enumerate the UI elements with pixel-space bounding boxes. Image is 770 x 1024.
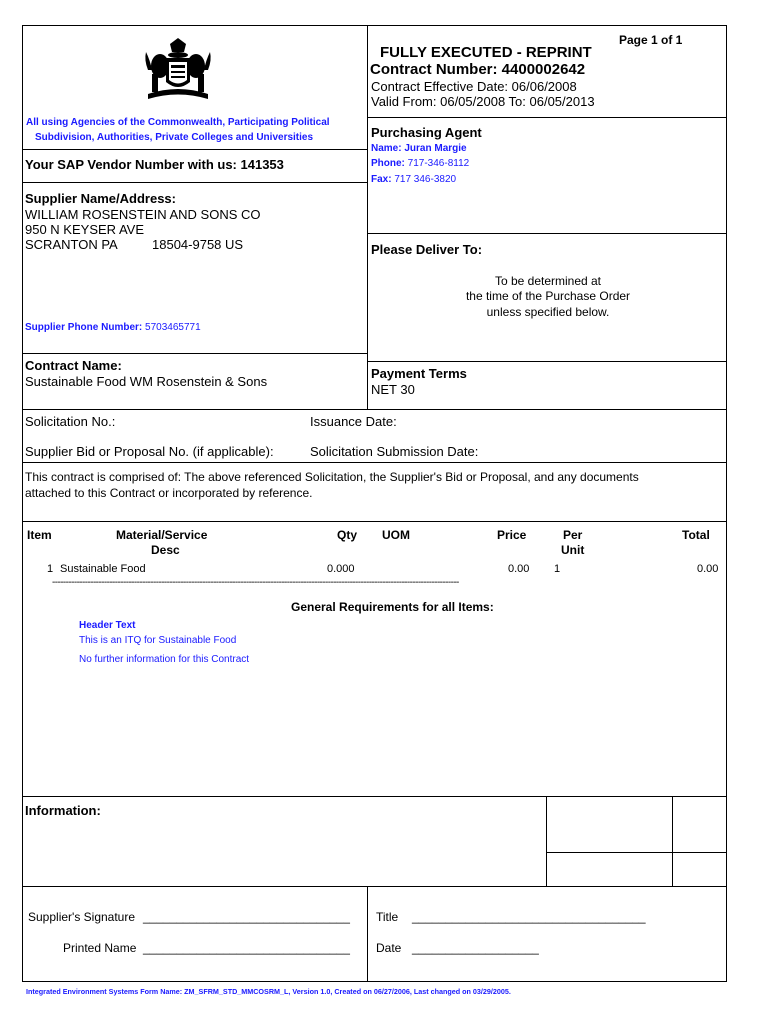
rule-information-top [22, 796, 727, 797]
rule-supplier-bottom [22, 353, 367, 354]
rule-vendor-top [22, 149, 367, 150]
row-per-unit: 1 [554, 563, 561, 575]
info-divider-right [672, 796, 673, 886]
contract-validity-period: Valid From: 06/05/2008 To: 06/05/2013 [371, 94, 595, 109]
frame-left [22, 25, 23, 982]
printed-name-label: Printed Name [63, 941, 137, 955]
col-header-per: Per [563, 528, 583, 542]
deliver-to-heading: Please Deliver To: [371, 242, 483, 257]
title-line[interactable]: ___________________________________ [412, 910, 646, 924]
comprised-line-2: attached to this Contract or incorporated by reference. [25, 486, 313, 500]
agent-fax [371, 174, 456, 185]
info-divider-left [546, 796, 547, 886]
col-header-qty: Qty [337, 528, 358, 542]
agencies-line-1: All using Agencies of the Commonwealth, Participating Political [26, 117, 330, 128]
vendor-number-value: 141353 [240, 157, 284, 172]
col-header-price: Price [497, 528, 527, 542]
date-line[interactable]: ___________________ [412, 941, 539, 955]
supplier-bid-number: Supplier Bid or Proposal No. (if applicable): [25, 444, 274, 459]
col-header-material-desc: Desc [151, 543, 180, 557]
supplier-city: SCRANTON PA [25, 237, 118, 252]
rule-signature-top [22, 886, 727, 887]
vendor-number [25, 157, 284, 172]
info-divider-mid [546, 852, 727, 853]
frame-right [726, 25, 727, 982]
supplier-phone-label: Supplier Phone Number: [25, 322, 143, 333]
agencies-line-2: Subdivision, Authorities, Private Colleges and Universities [35, 132, 314, 143]
frame-bottom [22, 981, 727, 982]
rule-agent-top [367, 117, 727, 118]
row-price: 0.00 [508, 563, 530, 575]
agent-name [371, 143, 467, 154]
deliver-to-line-3: unless specified below. [486, 305, 610, 319]
rule-payment-top [367, 361, 727, 362]
header-text-label: Header Text [79, 620, 136, 631]
rule-vendor-bottom [22, 182, 367, 183]
agent-name-label: Name: [371, 143, 402, 154]
rule-deliver-top [367, 233, 727, 234]
col-header-item: Item [27, 528, 52, 542]
document-status-title: FULLY EXECUTED - REPRINT [380, 44, 592, 61]
information-heading: Information: [25, 803, 101, 818]
col-header-material: Material/Service [116, 528, 208, 542]
payment-terms-heading: Payment Terms [371, 366, 467, 381]
purchasing-agent-heading: Purchasing Agent [371, 125, 482, 140]
row-total: 0.00 [697, 563, 719, 575]
title-label: Title [376, 910, 399, 924]
agent-name-value: Juran Margie [404, 143, 467, 154]
comprised-line-1: This contract is comprised of: The above referenced Solicitation, the Supplier's Bid or Proposal, and any documents [25, 470, 639, 484]
agent-phone [371, 158, 469, 169]
supplier-signature-label: Supplier's Signature [28, 910, 136, 924]
form-footer: Integrated Environment Systems Form Name: ZM_SFRM_STD_MMCOSRM_L, Version 1.0, Created on 06/27/2006, Last changed on 03/29/2005. [26, 987, 511, 996]
printed-name-line[interactable]: _______________________________ [143, 941, 350, 955]
supplier-street: 950 N KEYSER AVE [25, 222, 144, 237]
rule-table-top [22, 521, 727, 522]
row-item-number: 1 [47, 563, 54, 575]
supplier-heading: Supplier Name/Address: [25, 191, 176, 206]
row-qty: 0.000 [327, 563, 355, 575]
solicitation-number: Solicitation No.: [25, 414, 116, 429]
solicitation-submission-date: Solicitation Submission Date: [310, 444, 479, 459]
supplier-zip: 18504-9758 US [152, 237, 244, 252]
general-requirements-heading: General Requirements for all Items: [291, 600, 494, 614]
deliver-to-line-2: the time of the Purchase Order [465, 289, 631, 303]
header-text-line-2: No further information for this Contract [79, 654, 250, 665]
row-divider: ----------------------------------------------------------------------------------------------------------------------------------------------------- [52, 577, 459, 588]
date-label: Date [376, 941, 402, 955]
contract-name-value: Sustainable Food WM Rosenstein & Sons [25, 374, 268, 389]
supplier-phone [25, 322, 201, 333]
row-description: Sustainable Food [60, 563, 146, 575]
supplier-name: WILLIAM ROSENSTEIN AND SONS CO [25, 207, 261, 222]
col-header-total: Total [682, 528, 710, 542]
col-header-uom: UOM [382, 528, 410, 542]
signature-divider [367, 886, 368, 982]
agent-fax-value: 717 346-3820 [394, 174, 457, 185]
rule-solicitation-top [22, 409, 727, 410]
commonwealth-seal-image [138, 36, 218, 102]
center-divider-upper [367, 25, 368, 409]
contract-name-heading: Contract Name: [25, 358, 122, 373]
supplier-signature-line[interactable]: _______________________________ [143, 910, 350, 924]
vendor-number-label: Your SAP Vendor Number with us: [25, 157, 237, 172]
agent-fax-label: Fax: [371, 174, 392, 185]
issuance-date: Issuance Date: [310, 414, 397, 429]
agent-phone-label: Phone: [371, 158, 405, 169]
col-header-per-unit: Unit [561, 543, 585, 557]
payment-terms-value: NET 30 [371, 382, 415, 397]
contract-number: Contract Number: 4400002642 [370, 61, 586, 78]
supplier-phone-value: 5703465771 [145, 322, 201, 333]
rule-comprised-top [22, 462, 727, 463]
page-number: Page 1 of 1 [619, 33, 683, 47]
agent-phone-value: 717-346-8112 [407, 158, 470, 169]
contract-effective-date: Contract Effective Date: 06/06/2008 [371, 79, 577, 94]
deliver-to-line-1: To be determined at [494, 274, 602, 288]
frame-top [22, 25, 727, 26]
header-text-line-1: This is an ITQ for Sustainable Food [79, 635, 237, 646]
